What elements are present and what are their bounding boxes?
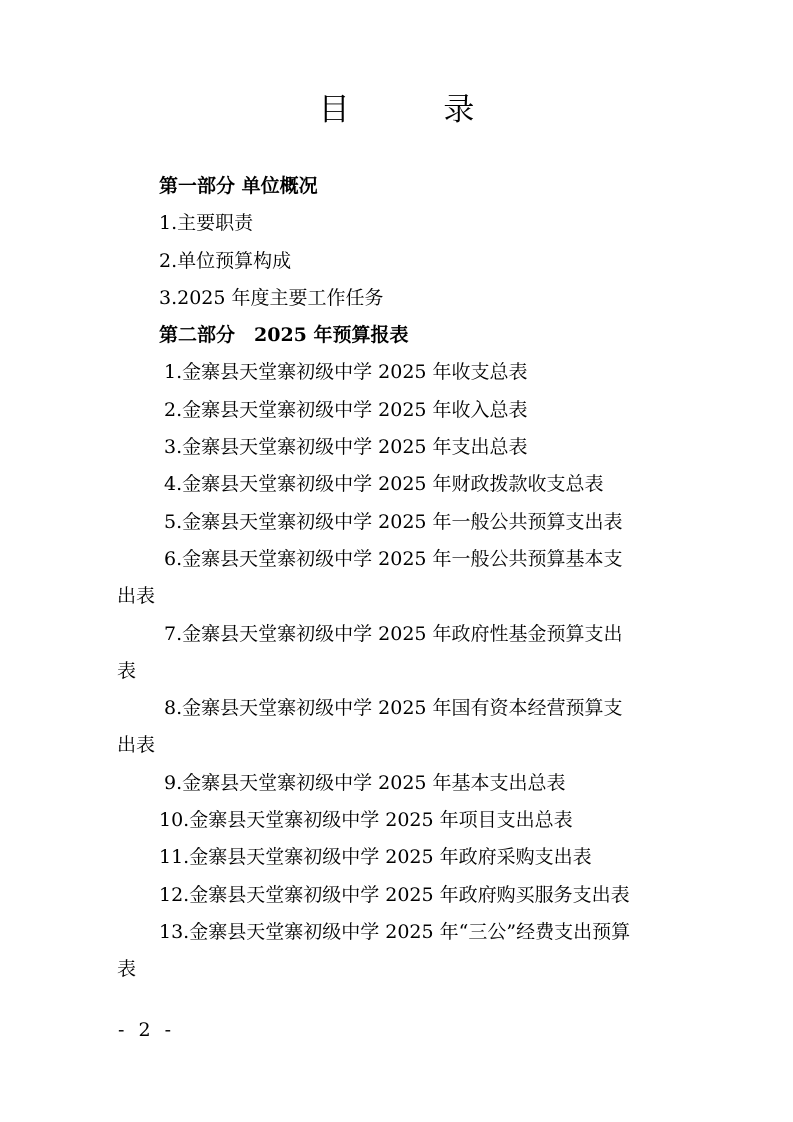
- toc-item-main-tasks: 3.2025 年度主要工作任务: [159, 286, 384, 309]
- section-heading-part2: 第二部分 2025 年预算报表: [159, 324, 409, 347]
- toc-item-2: 2.金寨县天堂寨初级中学 2025 年收入总表: [164, 398, 528, 421]
- toc-item-8-continuation: 出表: [117, 734, 156, 757]
- toc-item-8: 8.金寨县天堂寨初级中学 2025 年国有资本经营预算支: [164, 697, 623, 720]
- page-title: 目 录: [318, 92, 517, 128]
- toc-item-9: 9.金寨县天堂寨初级中学 2025 年基本支出总表: [164, 771, 566, 794]
- page-number: - 2 -: [118, 1019, 176, 1041]
- toc-item-6-continuation: 出表: [117, 585, 156, 608]
- toc-item-13: 13.金寨县天堂寨初级中学 2025 年“三公”经费支出预算: [159, 920, 631, 943]
- toc-item-1: 1.金寨县天堂寨初级中学 2025 年收支总表: [164, 361, 528, 384]
- toc-item-10: 10.金寨县天堂寨初级中学 2025 年项目支出总表: [159, 809, 573, 832]
- toc-item-budget-composition: 2.单位预算构成: [159, 249, 292, 272]
- toc-item-7: 7.金寨县天堂寨初级中学 2025 年政府性基金预算支出: [164, 622, 623, 645]
- toc-item-3: 3.金寨县天堂寨初级中学 2025 年支出总表: [164, 436, 528, 459]
- toc-item-7-continuation: 表: [117, 659, 137, 682]
- section-heading-part1: 第一部分 单位概况: [159, 175, 318, 197]
- toc-item-11: 11.金寨县天堂寨初级中学 2025 年政府采购支出表: [159, 846, 592, 869]
- toc-item-5: 5.金寨县天堂寨初级中学 2025 年一般公共预算支出表: [164, 510, 623, 533]
- table-of-contents: [117, 168, 677, 989]
- toc-item-12: 12.金寨县天堂寨初级中学 2025 年政府购买服务支出表: [159, 883, 630, 906]
- toc-item-duties: 1.主要职责: [159, 212, 254, 235]
- toc-item-4: 4.金寨县天堂寨初级中学 2025 年财政拨款收支总表: [164, 473, 604, 496]
- toc-item-13-continuation: 表: [117, 958, 137, 981]
- toc-item-6: 6.金寨县天堂寨初级中学 2025 年一般公共预算基本支: [164, 547, 623, 570]
